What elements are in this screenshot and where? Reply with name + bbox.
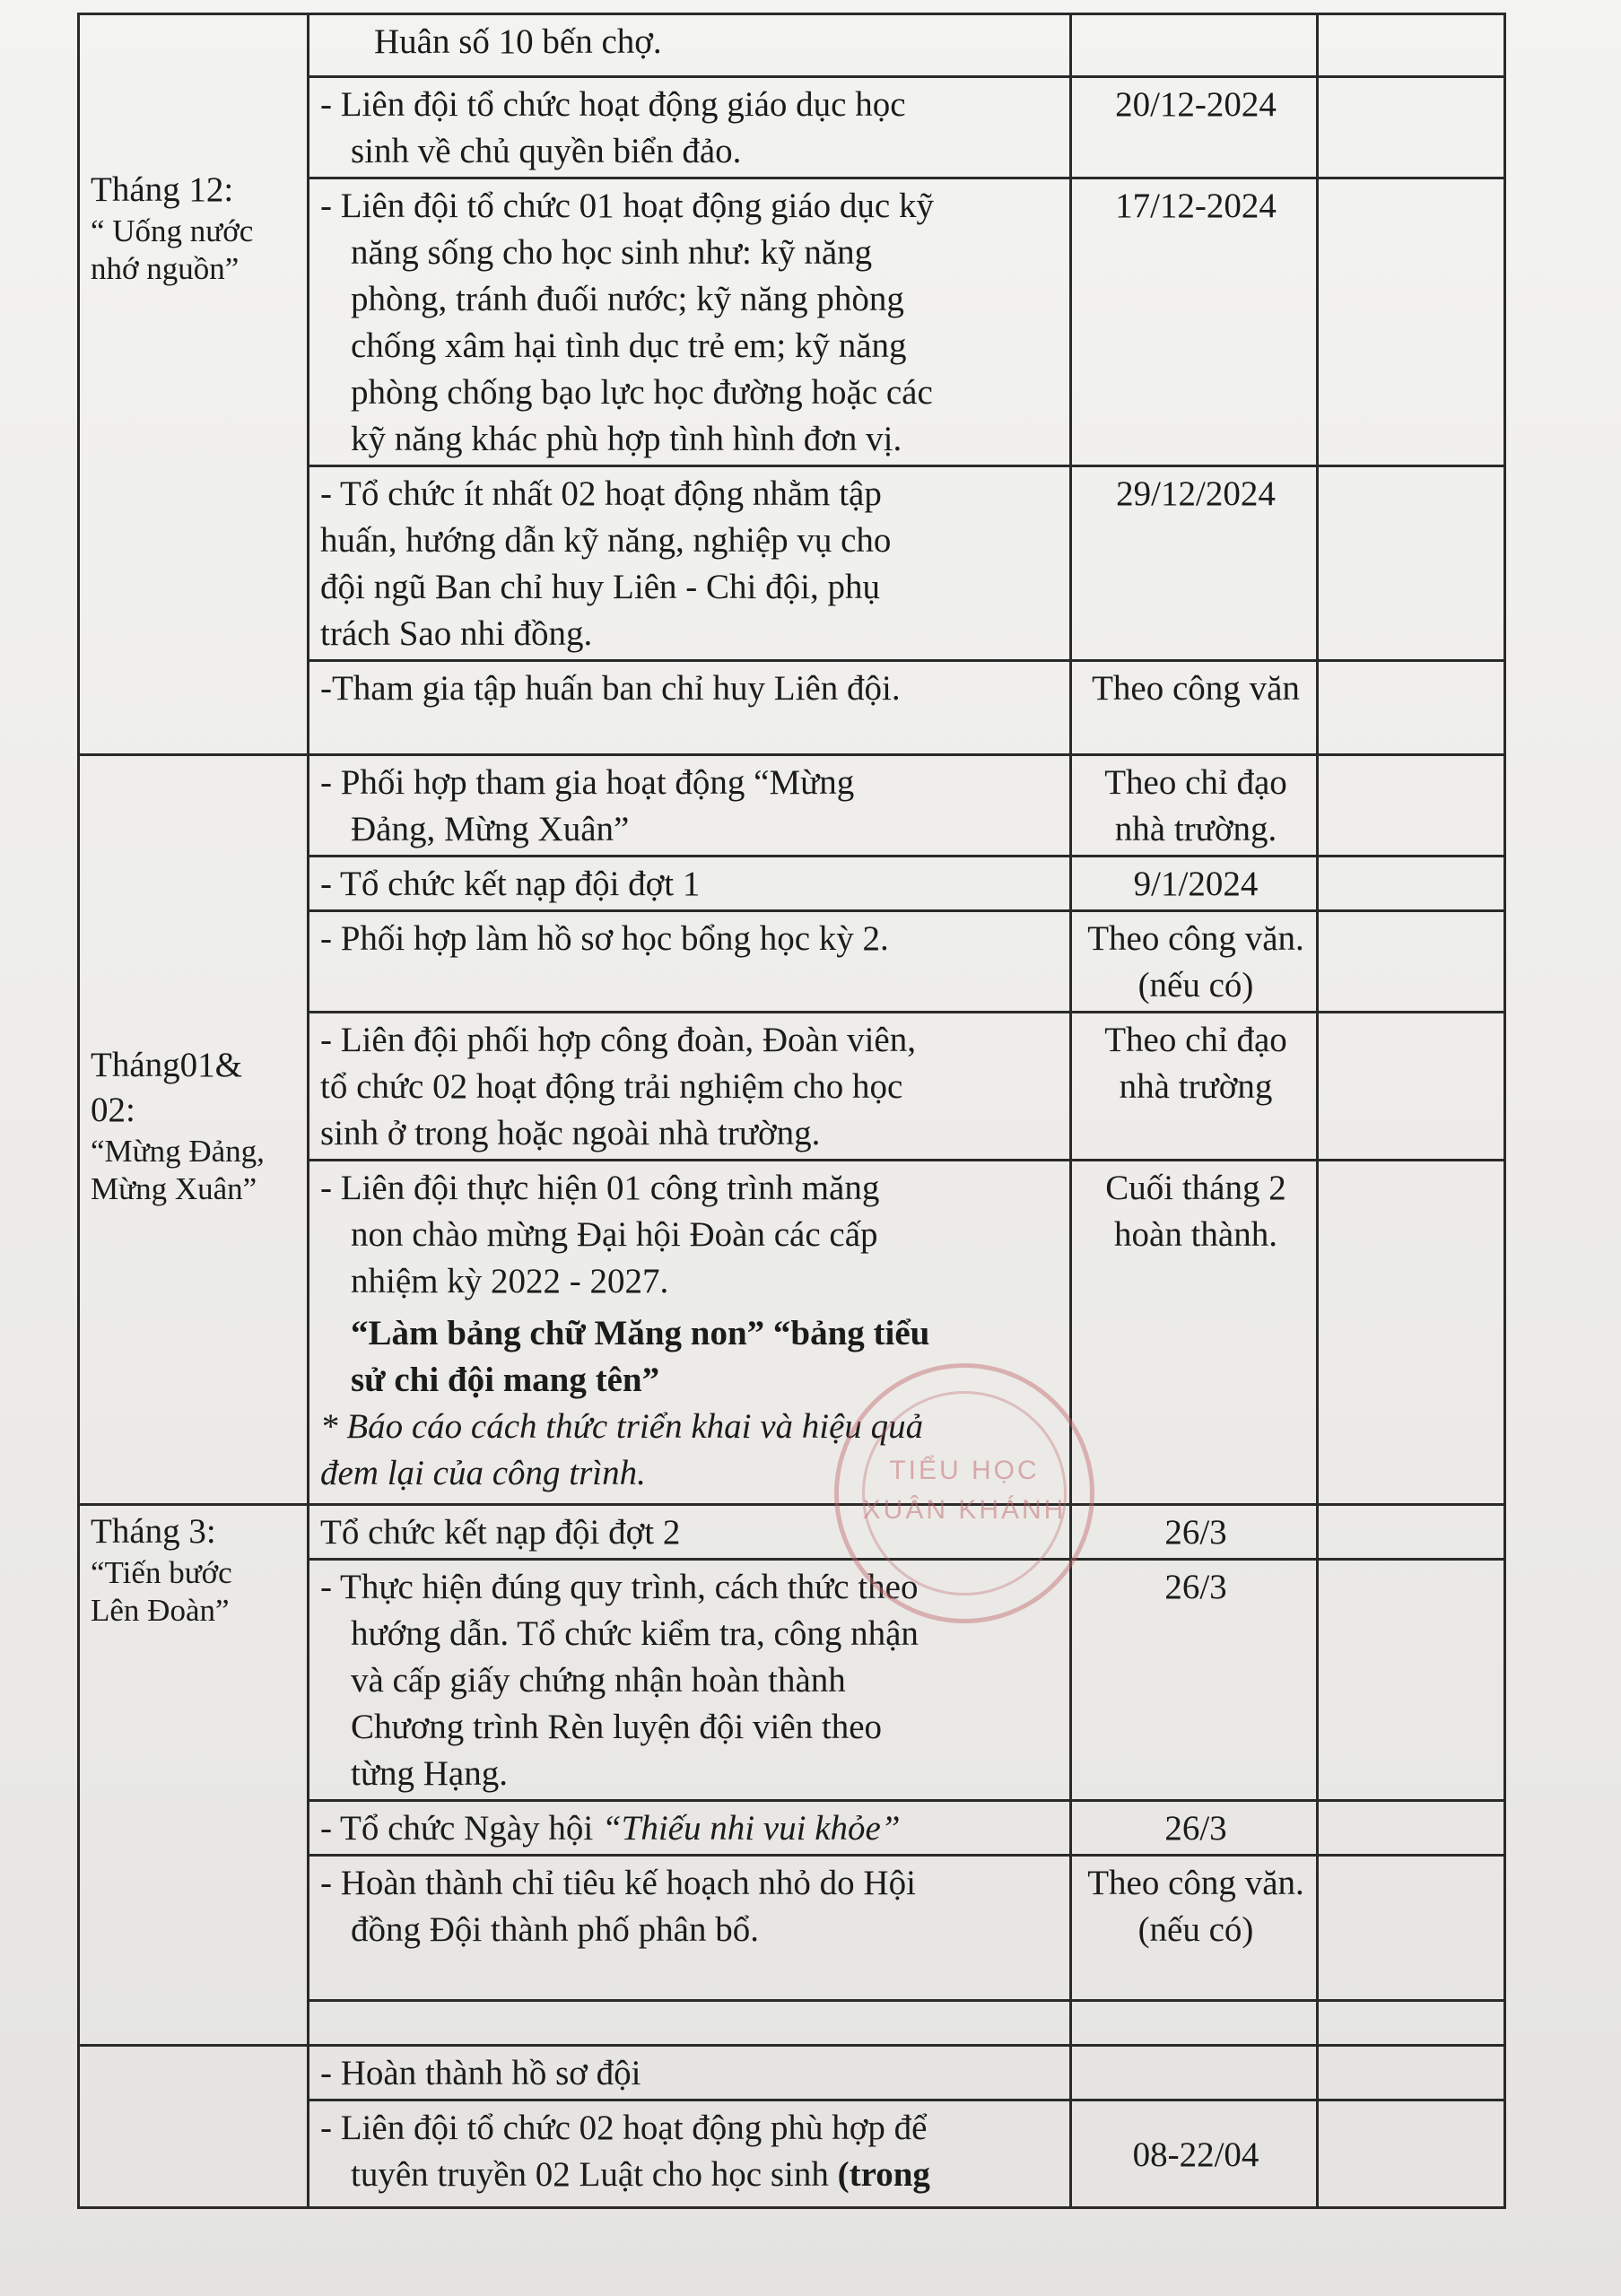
date-text: Theo công bbox=[1087, 1864, 1236, 1902]
activity-cell bbox=[309, 14, 1071, 77]
activity-text: - Liên đội tổ chức 02 hoạt động phù hợp để bbox=[320, 2109, 928, 2147]
date-cell: 9/1/2024 bbox=[1071, 857, 1318, 911]
activity-cell bbox=[309, 661, 1071, 755]
activity-text: đội ngũ Ban chỉ huy Liên - Chi đội, phụ bbox=[320, 568, 880, 606]
notes-cell bbox=[1318, 1161, 1505, 1505]
activity-text: tuyên truyền 02 Luật cho học sinh bbox=[351, 2155, 838, 2194]
month-theme: “Tiến bước bbox=[91, 1555, 232, 1590]
date-text: nhà trường. bbox=[1114, 810, 1277, 848]
notes-cell bbox=[1318, 2046, 1505, 2100]
notes-cell bbox=[1318, 1560, 1505, 1801]
activity-cell bbox=[309, 1856, 1071, 2001]
activity-text: non chào mừng Đại hội Đoàn các cấp bbox=[351, 1215, 878, 1254]
activity-text: - Tổ chức Ngày hội bbox=[320, 1809, 602, 1848]
activity-text: kỹ năng khác phù hợp tình hình đơn vị. bbox=[351, 420, 902, 458]
activity-cell bbox=[309, 1013, 1071, 1161]
activity-text: - Liên đội phối hợp công đoàn, Đoàn viên, bbox=[320, 1021, 916, 1059]
date-cell bbox=[1071, 911, 1318, 1013]
date-text: Theo công bbox=[1092, 669, 1241, 708]
date-cell: 08-22/04 bbox=[1071, 2100, 1318, 2208]
activity-text: sinh về chủ quyền biển đảo. bbox=[351, 132, 742, 170]
activity-text: - Liên đội tổ chức 01 hoạt động giáo dục kỹ bbox=[320, 187, 934, 225]
activity-cell bbox=[309, 911, 1071, 1013]
activity-text: - Thực hiện đúng quy trình, cách thức theo bbox=[320, 1568, 919, 1606]
notes-cell bbox=[1318, 2100, 1505, 2208]
activity-cell bbox=[309, 466, 1071, 661]
date-cell bbox=[1071, 1013, 1318, 1161]
activity-cell bbox=[309, 1505, 1071, 1560]
activity-text: - Liên đội thực hiện 01 công trình măng bbox=[320, 1169, 880, 1207]
activity-text: phòng, tránh đuối nước; kỹ năng phòng bbox=[351, 280, 904, 318]
month-name: Tháng01& bbox=[91, 1046, 242, 1084]
activity-cell bbox=[309, 2001, 1071, 2046]
notes-cell bbox=[1318, 1856, 1505, 2001]
festival-name-text: “Thiếu nhi vui khỏe” bbox=[601, 1809, 901, 1848]
table-row bbox=[79, 2046, 1505, 2100]
notes-cell bbox=[1318, 466, 1505, 661]
date-cell: 29/12/2024 bbox=[1071, 466, 1318, 661]
activity-text: huấn, hướng dẫn kỹ năng, nghiệp vụ cho bbox=[320, 521, 892, 560]
activity-text: tổ chức 02 hoạt động trải nghiệm cho học bbox=[320, 1067, 903, 1106]
date-text: văn bbox=[1249, 669, 1300, 708]
notes-cell bbox=[1318, 178, 1505, 466]
stamp-text: TIỂU HỌC bbox=[889, 1456, 1040, 1485]
table-row bbox=[79, 1505, 1505, 1560]
date-cell bbox=[1071, 2046, 1318, 2100]
activity-text: (trong bbox=[837, 2155, 930, 2194]
date-cell bbox=[1071, 14, 1318, 77]
date-cell bbox=[1071, 1161, 1318, 1505]
activity-text: Tổ chức kết nạp đội đợt 2 bbox=[320, 1513, 681, 1552]
date-cell: 26/3 bbox=[1071, 1801, 1318, 1856]
activity-text: - Hoàn thành chỉ tiêu kế hoạch nhỏ do Hội bbox=[320, 1864, 916, 1902]
activity-text: nhiệm kỳ 2022 - 2027. bbox=[351, 1262, 669, 1300]
activity-text: - Phối hợp tham gia hoạt động “Mừng bbox=[320, 763, 855, 802]
notes-cell bbox=[1318, 2001, 1505, 2046]
notes-cell bbox=[1318, 857, 1505, 911]
date-cell: 26/3 bbox=[1071, 1560, 1318, 1801]
date-text: văn.(nếu có) bbox=[1137, 1864, 1304, 1949]
notes-cell bbox=[1318, 1013, 1505, 1161]
date-text: Theo chỉ đạo bbox=[1104, 763, 1287, 802]
date-text: Cuối tháng 2 bbox=[1105, 1169, 1286, 1207]
activity-text: chống xâm hại tình dục trẻ em; kỹ năng bbox=[351, 326, 907, 365]
activity-text: sinh ở trong hoặc ngoài nhà trường. bbox=[320, 1114, 821, 1152]
report-note-text: đem lại của công trình. bbox=[320, 1454, 646, 1492]
activity-cell bbox=[309, 77, 1071, 178]
date-text: Theo chỉ đạo bbox=[1104, 1021, 1287, 1059]
activity-text: - Phối hợp làm hồ sơ học bổng học kỳ 2. bbox=[320, 919, 889, 958]
activity-cell bbox=[309, 857, 1071, 911]
date-cell: 17/12-2024 bbox=[1071, 178, 1318, 466]
notes-cell bbox=[1318, 14, 1505, 77]
month-cell-january-february bbox=[79, 755, 309, 1505]
activity-text: phòng chống bạo lực học đường hoặc các bbox=[351, 373, 933, 412]
date-cell bbox=[1071, 661, 1318, 755]
date-cell: 26/3 bbox=[1071, 1505, 1318, 1560]
date-text: văn.(nếu có) bbox=[1137, 919, 1304, 1004]
project-title-text: “Làm bảng chữ Măng non” “bảng tiểu bbox=[351, 1314, 930, 1352]
activity-text: Đảng, Mừng Xuân” bbox=[351, 810, 630, 848]
activity-cell bbox=[309, 755, 1071, 857]
month-name: Tháng 12: bbox=[91, 170, 234, 209]
activity-plan-table bbox=[77, 13, 1506, 2209]
table-row bbox=[79, 755, 1505, 857]
notes-cell bbox=[1318, 1801, 1505, 1856]
date-text: hoàn thành. bbox=[1114, 1215, 1277, 1254]
date-cell: 20/12-2024 bbox=[1071, 77, 1318, 178]
month-cell-march bbox=[79, 1505, 309, 2046]
activity-cell bbox=[309, 2046, 1071, 2100]
stamp-text: XUÂN KHÁNH bbox=[862, 1495, 1067, 1525]
project-title-text: sử chi đội mang tên” bbox=[351, 1361, 660, 1399]
notes-cell bbox=[1318, 1505, 1505, 1560]
activity-text: Huân số 10 bến chợ. bbox=[374, 22, 662, 61]
activity-text: và cấp giấy chứng nhận hoàn thành bbox=[351, 1661, 846, 1700]
notes-cell bbox=[1318, 661, 1505, 755]
activity-cell bbox=[309, 2100, 1071, 2208]
activity-text: - Tổ chức kết nạp đội đợt 1 bbox=[320, 865, 701, 903]
date-cell bbox=[1071, 1856, 1318, 2001]
notes-cell bbox=[1318, 755, 1505, 857]
date-text: nhà trường bbox=[1119, 1067, 1273, 1106]
notes-cell bbox=[1318, 77, 1505, 178]
month-name: Tháng 3: bbox=[91, 1512, 216, 1551]
date-cell bbox=[1071, 755, 1318, 857]
activity-text: Chương trình Rèn luyện đội viên theo bbox=[351, 1708, 883, 1746]
activity-text: - Liên đội tổ chức hoạt động giáo dục học bbox=[320, 85, 906, 124]
month-cell-april bbox=[79, 2046, 309, 2208]
table-row bbox=[79, 14, 1505, 77]
month-name: 02: bbox=[91, 1091, 135, 1129]
activity-text: năng sống cho học sinh như: kỹ năng bbox=[351, 233, 873, 272]
report-note-text: * Báo cáo cách thức triển khai và hiệu quả bbox=[320, 1407, 924, 1446]
activity-text: -Tham gia tập huấn ban chỉ huy Liên đội. bbox=[320, 669, 901, 708]
month-theme: “Mừng Đảng, bbox=[91, 1134, 265, 1169]
activity-cell bbox=[309, 178, 1071, 466]
month-theme: “ Uống nước bbox=[91, 213, 254, 248]
activity-cell bbox=[309, 1560, 1071, 1801]
notes-cell bbox=[1318, 911, 1505, 1013]
activity-cell bbox=[309, 1161, 1071, 1505]
month-cell-december bbox=[79, 14, 309, 755]
activity-text: - Hoàn thành hồ sơ đội bbox=[320, 2054, 641, 2092]
activity-text: - Tổ chức ít nhất 02 hoạt động nhằm tập bbox=[320, 474, 882, 513]
activity-text: trách Sao nhi đồng. bbox=[320, 614, 593, 653]
activity-text: hướng dẫn. Tổ chức kiểm tra, công nhận bbox=[351, 1614, 919, 1653]
activity-text: từng Hạng. bbox=[351, 1754, 508, 1793]
date-text: Theo công bbox=[1087, 919, 1236, 958]
month-theme: Lên Đoàn” bbox=[91, 1593, 230, 1628]
activity-text: đồng Đội thành phố phân bổ. bbox=[351, 1910, 759, 1949]
date-cell bbox=[1071, 2001, 1318, 2046]
month-theme: Mừng Xuân” bbox=[91, 1171, 257, 1206]
activity-cell bbox=[309, 1801, 1071, 1856]
month-theme: nhớ nguồn” bbox=[91, 251, 240, 286]
